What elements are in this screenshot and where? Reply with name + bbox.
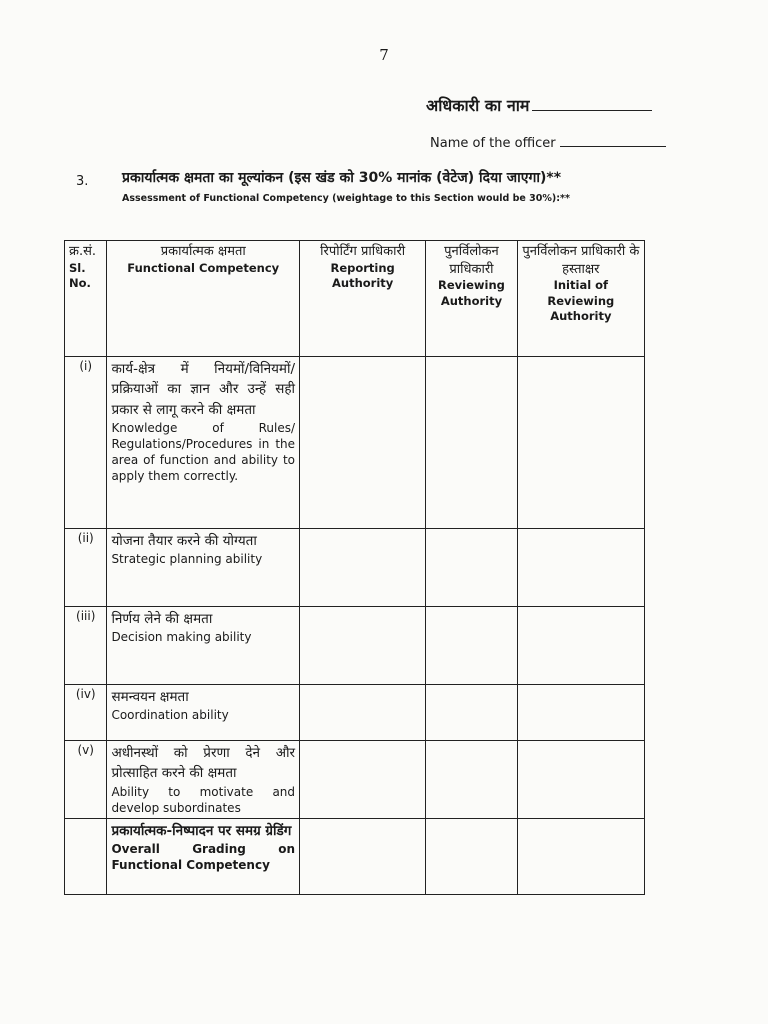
header-reviewing-authority-hindi: पुनर्विलोकन प्राधिकारी (444, 244, 499, 277)
row-initial-cell[interactable] (517, 357, 644, 529)
officer-name-english-label: Name of the officer (430, 136, 556, 151)
row-competency-hindi: कार्य-क्षेत्र में नियमों/विनियमों/प्रक्रियाओं का ज्ञान और उन्हें सही प्रकार से लागू करने की क्षमता (111, 361, 296, 418)
table-row (65, 685, 645, 741)
overall-sl-cell (65, 819, 107, 895)
row-competency-hindi: समन्वयन क्षमता (111, 689, 189, 705)
overall-grading-label (107, 819, 300, 895)
row-competency (107, 529, 300, 607)
section-title-hindi: प्रकार्यात्मक क्षमता का मूल्यांकन (इस खंड को 30% मानांक (वेटेज) दिया जाएगा)** (122, 170, 562, 186)
row-sl-no: (iv) (65, 685, 107, 741)
header-reporting-authority-english: Reporting Authority (330, 260, 395, 291)
header-sl-no-english: Sl. No. (69, 260, 91, 291)
page-number: 7 (379, 46, 389, 64)
row-sl-no: (v) (65, 741, 107, 819)
row-reviewing-authority-cell[interactable] (426, 685, 517, 741)
row-competency (107, 357, 300, 529)
row-reporting-authority-cell[interactable] (300, 357, 426, 529)
row-reporting-authority-cell[interactable] (300, 741, 426, 819)
header-functional-competency-hindi: प्रकार्यात्मक क्षमता (160, 244, 246, 259)
overall-grading-row (65, 819, 645, 895)
row-competency (107, 741, 300, 819)
row-competency (107, 685, 300, 741)
overall-initial-cell[interactable] (517, 819, 644, 895)
header-functional-competency-english: Functional Competency (127, 260, 280, 275)
row-competency-english: Coordination ability (111, 708, 229, 723)
table-row (65, 529, 645, 607)
row-competency-hindi: निर्णय लेने की क्षमता (111, 611, 213, 627)
officer-name-english-blank (560, 145, 666, 147)
table-header-row (65, 241, 645, 357)
section-number: 3. (76, 174, 89, 189)
row-competency-english: Ability to motivate and develop subordinates (111, 784, 296, 815)
officer-name-english (430, 136, 666, 151)
row-reviewing-authority-cell[interactable] (426, 357, 517, 529)
header-sl-no (65, 241, 107, 357)
overall-reporting-authority-cell[interactable] (300, 819, 426, 895)
row-reporting-authority-cell[interactable] (300, 685, 426, 741)
header-initial-reviewing-authority-hindi: पुनर्विलोकन प्राधिकारी के हस्ताक्षर (522, 244, 640, 277)
row-initial-cell[interactable] (517, 741, 644, 819)
officer-name-hindi (426, 94, 652, 116)
row-reviewing-authority-cell[interactable] (426, 529, 517, 607)
row-sl-no: (i) (65, 357, 107, 529)
row-reporting-authority-cell[interactable] (300, 607, 426, 685)
row-initial-cell[interactable] (517, 685, 644, 741)
row-reviewing-authority-cell[interactable] (426, 607, 517, 685)
row-competency-english: Strategic planning ability (111, 552, 263, 567)
header-functional-competency (107, 241, 300, 357)
row-initial-cell[interactable] (517, 529, 644, 607)
section-title-english: Assessment of Functional Competency (weightage to this Section would be 30%):** (122, 193, 570, 204)
overall-reviewing-authority-cell[interactable] (426, 819, 517, 895)
header-reviewing-authority (426, 241, 517, 357)
row-reporting-authority-cell[interactable] (300, 529, 426, 607)
table-row (65, 607, 645, 685)
header-reporting-authority (300, 241, 426, 357)
row-initial-cell[interactable] (517, 607, 644, 685)
header-reporting-authority-hindi: रिपोर्टिंग प्राधिकारी (320, 244, 406, 259)
table-row (65, 741, 645, 819)
row-competency (107, 607, 300, 685)
header-initial-reviewing-authority (517, 241, 644, 357)
overall-grading-hindi: प्रकार्यात्मक-निष्पादन पर समग्र ग्रेडिंग (111, 823, 292, 839)
table-row (65, 357, 645, 529)
row-competency-english: Decision making ability (111, 630, 252, 645)
row-competency-english: Knowledge of Rules/ Regulations/Procedures in the area of function and ability to apply them correctly. (111, 420, 296, 484)
header-reviewing-authority-english: Reviewing Authority (438, 278, 505, 308)
officer-name-hindi-label: अधिकारी का नाम (426, 96, 530, 115)
functional-competency-table (64, 240, 645, 895)
row-competency-hindi: योजना तैयार करने की योग्यता (111, 533, 257, 549)
header-sl-no-hindi: क्र.सं. (69, 244, 97, 259)
officer-name-hindi-blank (532, 109, 652, 111)
row-sl-no: (ii) (65, 529, 107, 607)
header-initial-reviewing-authority-english: Initial of Reviewing Authority (547, 278, 615, 324)
row-reviewing-authority-cell[interactable] (426, 741, 517, 819)
row-competency-hindi: अधीनस्थों को प्रेरणा देने और प्रोत्साहित करने की क्षमता (111, 745, 296, 782)
row-sl-no: (iii) (65, 607, 107, 685)
overall-grading-english: Overall Grading on Functional Competency (111, 842, 296, 873)
